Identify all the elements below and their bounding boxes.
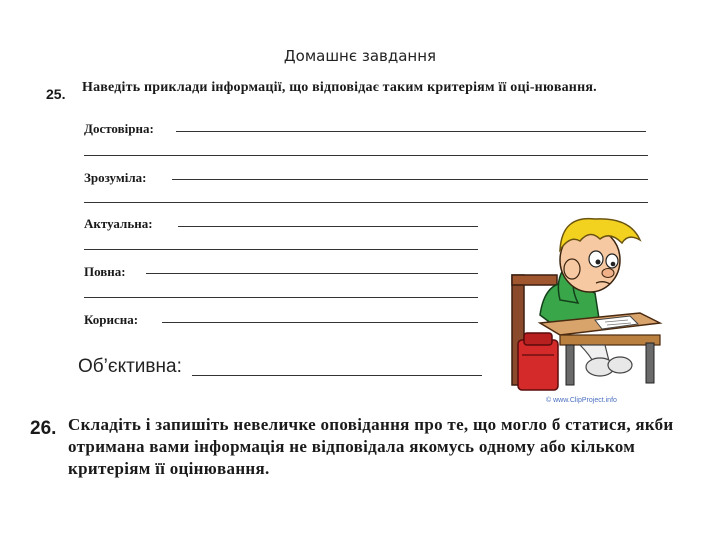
field-label-objective: Об’єктивна: xyxy=(78,356,182,377)
exercise-number: 25. xyxy=(46,86,66,102)
answer-line[interactable] xyxy=(146,273,478,274)
field-label-reliable: Достовірна: xyxy=(84,121,154,136)
field-label-useful: Корисна: xyxy=(84,312,139,327)
exercise-text: Складіть і запишіть невеличке оповідання про те, що могло б статися, якби отримана вами інформація не відповідала якомусь одному або кільком критеріям її оцінювання. xyxy=(68,415,674,478)
answer-line[interactable] xyxy=(84,202,648,203)
exercise-text: Наведіть приклади інформації, що відповідає таким критеріям її оці-нювання. xyxy=(82,80,597,95)
field-label-complete: Повна: xyxy=(84,264,126,279)
answer-line[interactable] xyxy=(84,155,648,156)
page-title: Домашнє завдання xyxy=(283,47,437,65)
student-at-desk-illustration xyxy=(500,205,665,405)
field-label-relevant: Актуальна: xyxy=(84,216,153,231)
picture-credit: © www.ClipProject.info xyxy=(546,397,617,404)
answer-line[interactable] xyxy=(192,375,482,376)
answer-line[interactable] xyxy=(176,131,646,132)
answer-line[interactable] xyxy=(84,297,478,298)
answer-line[interactable] xyxy=(178,226,478,227)
field-label-understandable: Зрозуміла: xyxy=(84,170,147,185)
answer-line[interactable] xyxy=(84,249,478,250)
answer-line[interactable] xyxy=(172,179,648,180)
exercise-number: 26. xyxy=(30,418,57,439)
answer-line[interactable] xyxy=(162,322,478,323)
